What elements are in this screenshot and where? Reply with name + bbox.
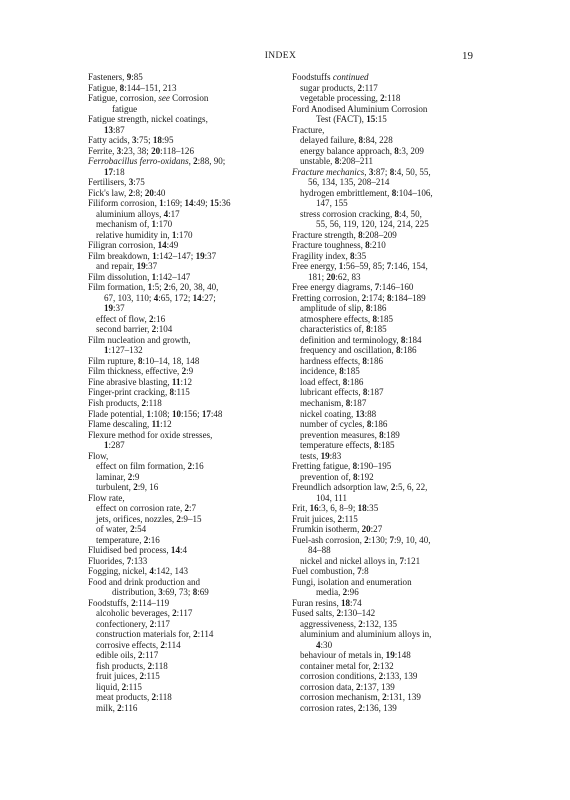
index-entry: 67, 103, 110; 4:65, 172; 14:27; (104, 292, 216, 303)
index-entry: Fungi, isolation and enumeration (292, 576, 412, 587)
index-entry: Film nucleation and growth, (88, 334, 191, 345)
index-entry: Finger-print cracking, 8:115 (88, 387, 190, 398)
index-entry: Flexure method for oxide stresses, (88, 429, 213, 440)
index-entry: aluminium and aluminium alloys in, (300, 629, 432, 640)
index-entry: mechanism of, 1:170 (96, 219, 173, 230)
index-entry: Fick's law, 2:8; 20:40 (88, 187, 166, 198)
index-entry: relative humidity in, 1:170 (96, 229, 193, 240)
index-entry: fish products, 2:118 (96, 660, 168, 671)
index-entry: Fretting corrosion, 2:174; 8:184–189 (292, 292, 426, 303)
index-entry: energy balance approach, 8:3, 209 (300, 145, 424, 156)
index-entry: temperature, 2:16 (96, 534, 160, 545)
index-entry: Foodstuffs, 2:114–119 (88, 597, 170, 608)
index-entry: Fatigue, corrosion, see Corrosion (88, 93, 209, 104)
index-entry: frequency and oscillation, 8:186 (300, 345, 417, 356)
index-entry: prevention measures, 8:189 (300, 429, 400, 440)
index-entry: Flame descaling, 11:12 (88, 419, 172, 430)
index-entry: sugar products, 2:117 (300, 82, 378, 93)
index-entry: jets, orifices, nozzles, 2:9–15 (96, 513, 202, 524)
index-entry: definition and terminology, 8:184 (300, 334, 422, 345)
index-entry: Fracture strength, 8:208–209 (292, 229, 397, 240)
index-entry: behaviour of metals in, 19:148 (300, 650, 411, 661)
index-entry: and repair, 19:37 (96, 261, 158, 272)
index-entry: alcoholic beverages, 2:117 (96, 608, 193, 619)
index-entry: media, 2:96 (316, 587, 359, 598)
index-entry: tests, 19:83 (300, 450, 342, 461)
index-entry: Fuel combustion, 7:8 (292, 566, 369, 577)
index-entry: lubricant effects, 8:187 (300, 387, 384, 398)
index-entry: Fogging, nickel, 4:142, 143 (88, 566, 189, 577)
index-entry: stress corrosion cracking, 8:4, 50, (300, 208, 422, 219)
index-entry: laminar, 2:9 (96, 471, 140, 482)
index-entry: effect of flow, 2:16 (96, 313, 166, 324)
index-entry: fatigue (112, 103, 138, 114)
index-entry: Flow, (88, 450, 109, 461)
index-entry: Frit, 16:3, 6, 8–9; 18:35 (292, 503, 379, 514)
index-entry: Fluorides, 7:133 (88, 555, 148, 566)
index-entry: 55, 56, 119, 120, 124, 214, 225 (316, 219, 429, 230)
index-entry: confectionery, 2:117 (96, 618, 170, 629)
index-entry: corrosion conditions, 2:133, 139 (300, 671, 418, 682)
index-entry: mechanism, 8:187 (300, 397, 367, 408)
index-entry: 17:18 (104, 166, 125, 177)
index-entry: Film dissolution, 1:142–147 (88, 271, 191, 282)
index-entry: Test (FACT), 15:15 (316, 114, 387, 125)
index-entry: 19:37 (104, 303, 125, 314)
index-entry: Fragility index, 8:35 (292, 250, 367, 261)
index-entry: delayed failure, 8:84, 228 (300, 135, 393, 146)
index-entry: Fatty acids, 3:75; 18:95 (88, 135, 174, 146)
index-entry: turbulent, 2:9, 16 (96, 482, 159, 493)
index-entry: Ferrobacillus ferro-oxidans, 2:88, 90; (88, 156, 226, 167)
index-entry: nickel coating, 13:88 (300, 408, 377, 419)
index-entry: Fish products, 2:118 (88, 397, 162, 408)
index-entry: 56, 134, 135, 208–214 (308, 177, 390, 188)
index-entry: Ferrite, 3:23, 38; 20:118–126 (88, 145, 194, 156)
index-entry: unstable, 8:208–211 (300, 156, 374, 167)
index-entry: Fatigue, 8:144–151, 213 (88, 82, 177, 93)
index-entry: of water, 2:54 (96, 524, 147, 535)
index-entry: 181; 20:62, 83 (308, 271, 361, 282)
index-entry: amplitude of slip, 8:186 (300, 303, 387, 314)
index-entry: corrosive effects, 2:114 (96, 639, 181, 650)
index-entry: milk, 2:116 (96, 702, 138, 713)
index-entry: number of cycles, 8:186 (300, 419, 388, 430)
index-entry: Fine abrasive blasting, 11:12 (88, 376, 193, 387)
index-entry: effect on corrosion rate, 2:7 (96, 503, 197, 514)
index-entry: Fused salts, 2:130–142 (292, 608, 376, 619)
index-entry: Filigran corrosion, 14:49 (88, 240, 179, 251)
index-entry: Frumkin isotherm, 20:27 (292, 524, 383, 535)
index-column-left (88, 72, 300, 713)
index-entry: Free energy, 1:56–59, 85; 7:146, 154, (292, 261, 428, 272)
index-entry: corrosion mechanism, 2:131, 139 (300, 692, 421, 703)
page-number: 19 (462, 50, 473, 62)
index-entry: Film breakdown, 1:142–147; 19:37 (88, 250, 217, 261)
index-entry: Film formation, 1:5; 2:6, 20, 38, 40, (88, 282, 219, 293)
index-entry: Film rupture, 8:10–14, 18, 148 (88, 355, 200, 366)
index-entry: second barrier, 2:104 (96, 324, 173, 335)
index-entry: meat products, 2:118 (96, 692, 172, 703)
index-entry: vegetable processing, 2:118 (300, 93, 401, 104)
index-entry: Fasteners, 9:85 (88, 72, 143, 82)
index-entry: 104, 111 (316, 492, 347, 503)
index-entry: Fracture mechanics, 3:87; 8:4, 50, 55, (292, 166, 431, 177)
index-entry: Fracture toughness, 8:210 (292, 240, 386, 251)
index-entry: characteristics of, 8:185 (300, 324, 387, 335)
index-entry: Fretting fatigue, 8:190–195 (292, 461, 392, 472)
index-entry: 147, 155 (316, 198, 348, 209)
index-entry: 1:287 (104, 440, 125, 451)
index-entry: Fuel-ash corrosion, 2:130; 7:9, 10, 40, (292, 534, 431, 545)
index-entry: Flade potential, 1:108; 10:156; 17:48 (88, 408, 223, 419)
index-entry: Filiform corrosion, 1:169; 14:49; 15:36 (88, 198, 231, 209)
index-entry: Fracture, (292, 124, 325, 135)
index-entry: effect on film formation, 2:16 (96, 461, 204, 472)
index-entry: Film thickness, effective, 2:9 (88, 366, 194, 377)
index-entry: corrosion data, 2:137, 139 (300, 681, 395, 692)
index-entry: liquid, 2:115 (96, 681, 142, 692)
index-entry: hydrogen embrittlement, 8:104–106, (300, 187, 433, 198)
index-entry: load effect, 8:186 (300, 376, 364, 387)
index-entry: aluminium alloys, 4:17 (96, 208, 180, 219)
index-entry: hardness effects, 8:186 (300, 355, 384, 366)
index-entry: container metal for, 2:132 (300, 660, 394, 671)
index-entry: atmosphere effects, 8:185 (300, 313, 394, 324)
index-entry: fruit juices, 2:115 (96, 671, 160, 682)
index-entry: prevention of, 8:192 (300, 471, 374, 482)
index-entry: Food and drink production and (88, 576, 201, 587)
index-entry: Fertilisers, 3:75 (88, 177, 145, 188)
index-entry: temperature effects, 8:185 (300, 440, 395, 451)
index-entry: 4:30 (316, 639, 333, 650)
index-entry: Flow rate, (88, 492, 125, 503)
index-entry: 84–88 (308, 545, 331, 556)
index-entry: construction materials for, 2:114 (96, 629, 214, 640)
index-entry: distribution, 3:69, 73; 8:69 (112, 587, 209, 598)
index-entry: 13:87 (104, 124, 125, 135)
page-title: INDEX (264, 51, 297, 61)
index-entry: corrosion rates, 2:136, 139 (300, 702, 397, 713)
index-entry: aggressiveness, 2:132, 135 (300, 618, 398, 629)
index-entry: nickel and nickel alloys in, 7:121 (300, 555, 421, 566)
running-header (88, 51, 473, 65)
index-entry: incidence, 8:185 (300, 366, 360, 377)
index-entry: Fluidised bed process, 14:4 (88, 545, 188, 556)
index-entry: Freundlich adsorption law, 2:5, 6, 22, (292, 482, 428, 493)
index-entry: Free energy diagrams, 7:146–160 (292, 282, 414, 293)
index-entry: Fruit juices, 2:115 (292, 513, 358, 524)
index-entry: Fatigue strength, nickel coatings, (88, 114, 208, 125)
index-entry: Ford Anodised Aluminium Corrosion (292, 103, 428, 114)
index-entry: edible oils, 2:117 (96, 650, 159, 661)
index-entry: Furan resins, 18:74 (292, 597, 362, 608)
index-entry: 1:127–132 (104, 345, 143, 356)
index-column-right (292, 72, 492, 713)
index-entry: Foodstuffs continued (292, 72, 369, 82)
